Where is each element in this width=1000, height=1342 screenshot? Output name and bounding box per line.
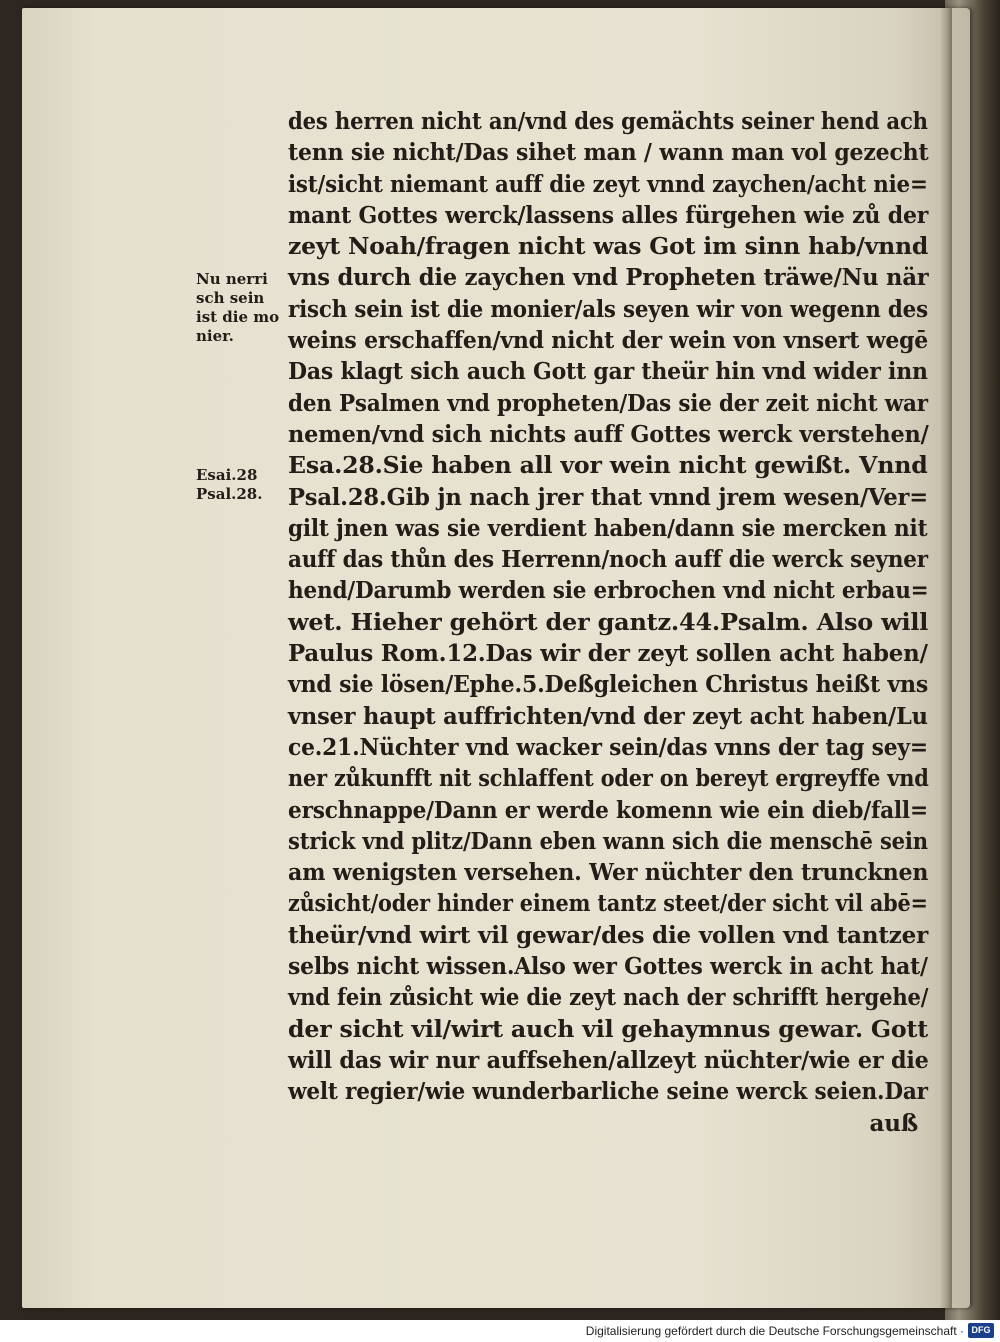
text-line: erschnappe/Dann er werde komenn wie ein dieb/fall=: [288, 796, 928, 824]
text-line: selbs nicht wissen.Also wer Gottes werck in acht hat/: [288, 953, 928, 981]
text-line: auff das thůn des Herrenn/noch auff die werck seyner: [288, 546, 928, 574]
margin-note-line: nier.: [196, 327, 234, 345]
text-line: vns durch die zaychen vnd Propheten träwe/Nu när: [288, 264, 929, 292]
text-line: hend/Darumb werden sie erbrochen vnd nicht erbau=: [288, 577, 929, 605]
body-text: [288, 106, 928, 1139]
page-edge: [940, 8, 952, 1308]
dfg-logo-icon: DFG: [968, 1323, 994, 1338]
text-line: zůsicht/oder hinder einem tantz steet/der sicht vil abē=: [288, 890, 928, 918]
text-line: tenn sie nicht/Das sihet man / wann man vol gezecht: [288, 139, 929, 167]
text-line: Esa.28.Sie haben all vor wein nicht gewißt. Vnnd: [288, 452, 928, 480]
text-line: am wenigsten versehen. Wer nüchter den truncknen: [288, 859, 929, 887]
margin-note-line: ist die mo: [196, 308, 280, 326]
text-line: risch sein ist die monier/als seyen wir von wegenn des: [288, 295, 928, 323]
text-line: der sicht vil/wirt auch vil gehaymnus gewar. Gott: [288, 1015, 928, 1043]
text-line: vnd sie lösen/Ephe.5.Deßgleichen Christus heißt vns: [288, 671, 929, 699]
margin-note-line: Esai.28: [196, 466, 258, 484]
margin-note-line: Nu nerri: [196, 270, 268, 288]
text-line: mant Gottes werck/lassens alles fürgehen wie zů der: [288, 201, 929, 229]
text-line: ce.21.Nüchter vnd wacker sein/das vnns der tag sey=: [288, 733, 928, 761]
margin-note-line: sch sein: [196, 289, 265, 307]
text-line: strick vnd plitz/Dann eben wann sich die menschē sein: [288, 827, 928, 855]
text-line: ist/sicht niemant auff die zeyt vnnd zaychen/acht nie=: [288, 170, 928, 198]
text-line: vnser haupt auffrichten/vnd der zeyt acht haben/Lu: [288, 702, 928, 730]
footer-credit: Digitalisierung gefördert durch die Deutsche Forschungsgemeinschaft ·: [585, 1324, 964, 1338]
text-line: welt regier/wie wunderbarliche seine werck seien.Dar: [288, 1078, 928, 1106]
margin-note-1: [196, 270, 286, 346]
text-line: Paulus Rom.12.Das wir der zeyt sollen acht haben/: [288, 640, 928, 668]
catchword: auß: [869, 1109, 918, 1137]
text-line: wet. Hieher gehört der gantz.44.Psalm. Also will: [288, 608, 929, 636]
margin-note-line: Psal.28.: [196, 485, 263, 503]
text-line: weins erschaffen/vnd nicht der wein von vnsert wegē: [288, 327, 929, 355]
margin-note-2: [196, 466, 286, 504]
text-line: will das wir nur auffsehen/allzeyt nüchter/wie er die: [288, 1046, 929, 1074]
text-line: des herren nicht an/vnd des gemächts seiner hend ach: [288, 108, 928, 135]
text-line: theür/vnd wirt vil gewar/des die vollen vnd tantzer: [288, 921, 929, 949]
footer-bar: [0, 1320, 1000, 1342]
text-line: nemen/vnd sich nichts auff Gottes werck verstehen/: [288, 420, 929, 448]
text-line: Das klagt sich auch Gott gar theür hin vnd wider inn: [288, 358, 928, 386]
text-line: gilt jnen was sie verdient haben/dann sie mercken nit: [288, 514, 928, 542]
text-line: den Psalmen vnd propheten/Das sie der zeit nicht war: [288, 389, 928, 417]
text-line: zeyt Noah/fragen nicht was Got im sinn hab/vnnd: [288, 233, 929, 261]
text-line: ner zůkunfft nit schlaffent oder on bereyt ergreyffe vnd: [288, 765, 929, 793]
text-line: vnd fein zůsicht wie die zeyt nach der schrifft hergehe/: [288, 984, 929, 1012]
text-line: Psal.28.Gib jn nach jrer that vnnd jrem wesen/Ver=: [288, 483, 929, 511]
